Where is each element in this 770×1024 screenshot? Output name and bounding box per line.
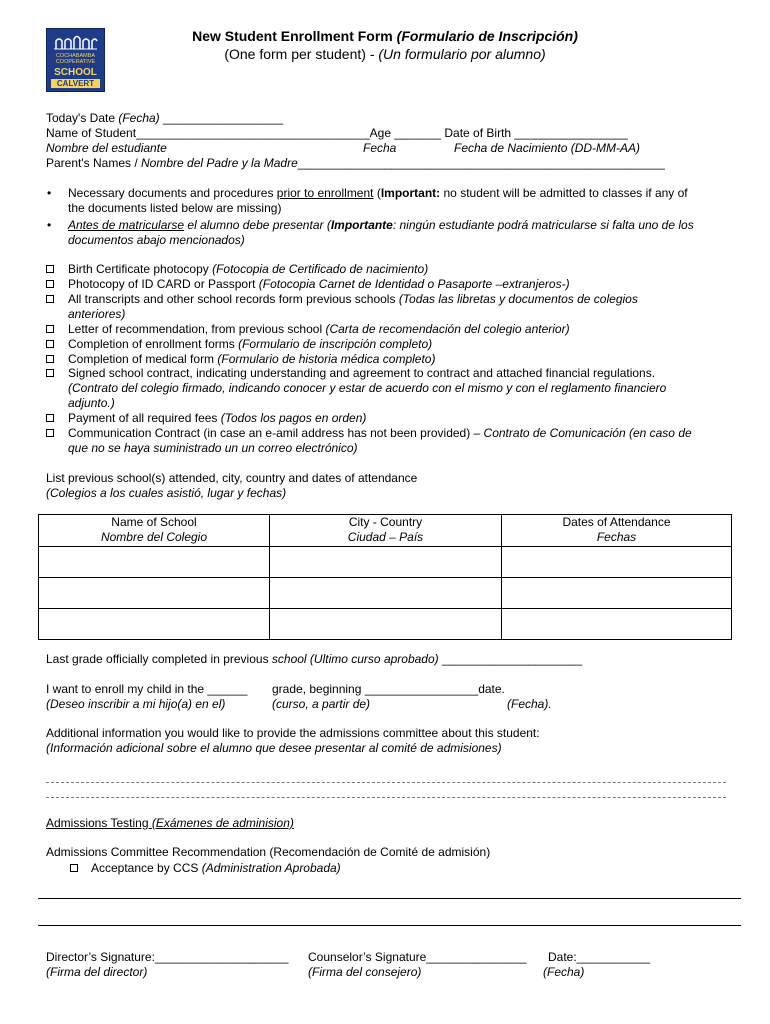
table-row <box>39 609 732 640</box>
checklist-item: Payment of all required fees (Todos los pagos en orden) <box>68 411 367 425</box>
table-cell[interactable] <box>270 609 502 640</box>
table-header-row <box>39 515 732 547</box>
counselor-signature-field[interactable]: Counselor’s Signature_______________ <box>308 950 527 964</box>
checkbox-icon[interactable] <box>46 414 54 422</box>
additional-info-label: Additional information you would like to provide the admissions committee about this student: <box>46 726 540 740</box>
checklist-item: Completion of enrollment forms (Formulario de inscripción completo) <box>68 337 433 351</box>
bullet-dot-icon: • <box>47 218 52 232</box>
enroll-fecha-es: (Fecha). <box>507 697 552 711</box>
committee-recommendation: Admissions Committee Recommendation (Recomendación de Comité de admisión) <box>46 845 491 859</box>
checklist-item: Completion of medical form (Formulario de historia médica completo) <box>68 352 436 366</box>
last-grade-field[interactable]: Last grade officially completed in previous school (Ultimo curso aprobado) _____________________ <box>46 652 583 666</box>
age-label-es: Fecha <box>363 141 397 155</box>
schools-intro: List previous school(s) attended, city, country and dates of attendance <box>46 471 418 485</box>
director-signature-es: (Firma del director) <box>46 965 148 979</box>
enroll-date-es: (curso, a partir de) <box>272 697 371 711</box>
admissions-testing-heading: Admissions Testing (Exámenes de adminision) <box>46 816 294 830</box>
column-header: City - Country Ciudad – País <box>270 515 502 547</box>
table-cell[interactable] <box>39 578 270 609</box>
checklist-item: All transcripts and other school records form previous schools (Todas las libretas y documentos de colegios anteriores) <box>68 292 638 321</box>
column-header: Name of School Nombre del Colegio <box>39 515 270 547</box>
acceptance-label: Acceptance by CCS (Administration Aprobada) <box>91 861 341 875</box>
checkbox-icon[interactable] <box>70 864 78 872</box>
enroll-date-field[interactable]: grade, beginning _________________date. <box>272 682 505 696</box>
checkbox-icon[interactable] <box>46 369 54 377</box>
additional-info-line[interactable] <box>46 782 726 783</box>
checklist-item: Communication Contract (in case an e-amil address has not been provided) – Contrato de Comunicación (en caso de que no se haya suministrado un un correo electrónico) <box>68 426 692 455</box>
checkbox-icon[interactable] <box>46 295 54 303</box>
checkbox-icon[interactable] <box>46 355 54 363</box>
enroll-grade-es: (Deseo inscribir a mi hijo(a) en el) <box>46 697 226 711</box>
counselor-signature-es: (Firma del consejero) <box>308 965 422 979</box>
director-signature-field[interactable]: Director’s Signature:____________________ <box>46 950 289 964</box>
bullet-required-docs-es: Antes de matricularse el alumno debe presentar (Importante: ningún estudiante podrá matricularse si falta uno de los documentos abajo mencionados) <box>68 218 694 247</box>
checklist-item: Birth Certificate photocopy (Fotocopia de Certificado de nacimiento) <box>68 262 429 276</box>
additional-info-label-es: (Información adicional sobre el alumno que desee presentar al comité de admisiones) <box>46 741 502 755</box>
table-cell[interactable] <box>270 578 502 609</box>
signature-date-es: (Fecha) <box>543 965 585 979</box>
signature-rule <box>38 925 741 926</box>
checkbox-icon[interactable] <box>46 280 54 288</box>
checkbox-icon[interactable] <box>46 340 54 348</box>
logo-line-1: COCHABAMBA <box>55 53 96 59</box>
checklist-item: Signed school contract, indicating understanding and agreement to contract and attached financial regulations. (Contrato del colegio firmado, indicando conocer y estar de acuerdo con el mismo y con el reglamento financiero adjunto.) <box>68 366 667 410</box>
parents-names-field[interactable]: Parent's Names / Nombre del Padre y la Madre_______________________________________________________ <box>46 156 665 170</box>
checklist-item: Photocopy of ID CARD or Passport (Fotocopia Carnet de Identidad o Pasaporte –extranjeros-) <box>68 277 570 291</box>
table-cell[interactable] <box>39 547 270 578</box>
logo-line-4: CALVERT <box>51 79 100 88</box>
table-cell[interactable] <box>502 547 732 578</box>
signature-date-field[interactable]: Date:___________ <box>548 950 651 964</box>
logo-line-3: SCHOOL <box>54 67 97 78</box>
signature-rule <box>38 898 741 899</box>
table-cell[interactable] <box>502 609 732 640</box>
enroll-grade-field[interactable]: I want to enroll my child in the ______ <box>46 682 248 696</box>
student-name-field[interactable]: Name of Student___________________________________Age _______ Date of Birth _________________ <box>46 126 628 140</box>
schools-intro-es: (Colegios a los cuales asistió, lugar y fechas) <box>46 486 287 500</box>
column-header: Dates of Attendance Fechas <box>502 515 732 547</box>
bullet-dot-icon: • <box>47 186 52 200</box>
checkbox-icon[interactable] <box>46 265 54 273</box>
dob-label-es: Fecha de Nacimiento (DD-MM-AA) <box>454 141 641 155</box>
table-cell[interactable] <box>502 578 732 609</box>
table-row <box>39 547 732 578</box>
bullet-required-docs: Necessary documents and procedures prior to enrollment (Important: no student will be admitted to classes if any of the documents listed below are missing) <box>68 186 688 215</box>
previous-schools-table <box>38 514 732 640</box>
table-row <box>39 578 732 609</box>
additional-info-line[interactable] <box>46 797 726 798</box>
name-label-es: Nombre del estudiante <box>46 141 167 155</box>
page-subtitle: (One form per student) - (Un formulario por alumno) <box>224 46 546 62</box>
table-cell[interactable] <box>270 547 502 578</box>
table-cell[interactable] <box>39 609 270 640</box>
page-title: New Student Enrollment Form (Formulario de Inscripción) <box>192 28 578 44</box>
logo-line-2: COOPERATIVE <box>55 59 96 65</box>
todays-date-field[interactable]: Today's Date (Fecha) __________________ <box>46 111 284 125</box>
checklist-item: Letter of recommendation, from previous school (Carta de recomendación del colegio anterior) <box>68 322 570 336</box>
checkbox-icon[interactable] <box>46 429 54 437</box>
checkbox-icon[interactable] <box>46 325 54 333</box>
